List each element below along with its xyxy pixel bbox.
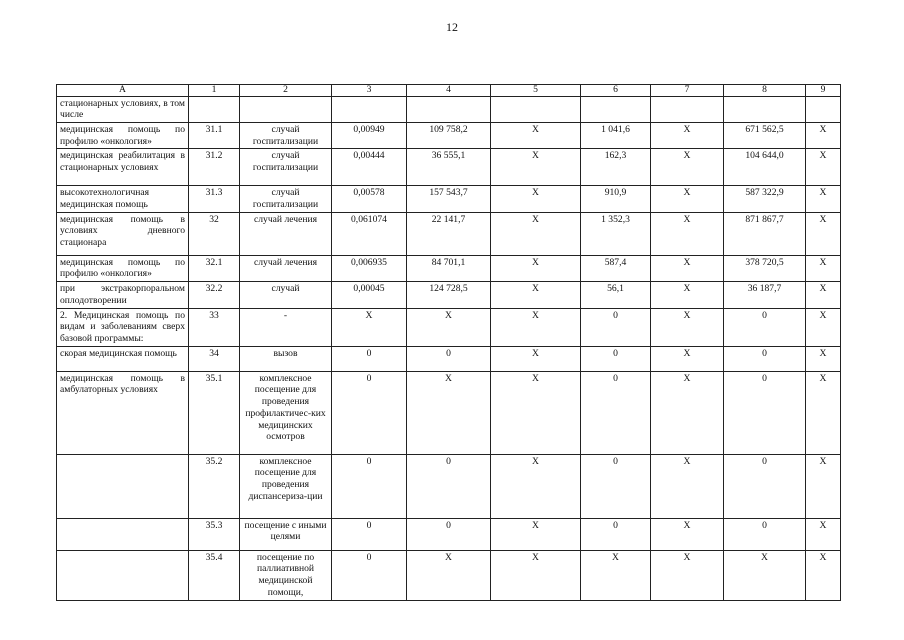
table-cell: X <box>491 122 581 148</box>
table-cell: X <box>651 371 724 454</box>
table-cell: 32.1 <box>189 255 240 281</box>
table-cell: X <box>806 454 841 518</box>
table-cell: X <box>491 186 581 212</box>
table-cell <box>189 96 240 122</box>
table-cell: 378 720,5 <box>724 255 806 281</box>
table-cell: 587,4 <box>581 255 651 281</box>
table-cell: 0 <box>332 346 407 371</box>
table-cell: X <box>407 371 491 454</box>
table-cell: X <box>806 149 841 186</box>
table-cell: 84 701,1 <box>407 255 491 281</box>
table-cell: 0,00949 <box>332 122 407 148</box>
table-cell: X <box>491 346 581 371</box>
table-cell: X <box>651 212 724 255</box>
column-header: A <box>57 85 189 97</box>
table-cell: 0 <box>581 371 651 454</box>
table-cell: 0,00578 <box>332 186 407 212</box>
table-cell: X <box>651 550 724 600</box>
table-cell: 157 543,7 <box>407 186 491 212</box>
table-cell: 0,006935 <box>332 255 407 281</box>
column-header: 4 <box>407 85 491 97</box>
table-cell: X <box>491 308 581 346</box>
table-cell: X <box>806 550 841 600</box>
column-header: 1 <box>189 85 240 97</box>
table-cell: - <box>240 308 332 346</box>
table-row <box>57 96 841 122</box>
table-cell: медицинская помощь в амбулаторных условиях <box>57 371 189 454</box>
table-row <box>57 255 841 281</box>
table-cell <box>240 96 332 122</box>
table-cell: 0 <box>332 550 407 600</box>
table-row <box>57 371 841 454</box>
table-cell: медицинская реабилитация в стационарных условиях <box>57 149 189 186</box>
table-cell <box>57 550 189 600</box>
table-cell <box>724 96 806 122</box>
table-cell: X <box>651 255 724 281</box>
table-header-row <box>57 85 841 97</box>
table-cell: X <box>651 149 724 186</box>
column-header: 8 <box>724 85 806 97</box>
table-cell: 0 <box>581 518 651 550</box>
table-cell: 124 728,5 <box>407 282 491 308</box>
table-cell: 31.2 <box>189 149 240 186</box>
table-cell: 109 758,2 <box>407 122 491 148</box>
table-cell <box>332 96 407 122</box>
table-cell: X <box>407 550 491 600</box>
table-cell: 0 <box>581 346 651 371</box>
table-cell: X <box>491 212 581 255</box>
table-cell: X <box>806 255 841 281</box>
table-cell: X <box>581 550 651 600</box>
table-cell: 36 187,7 <box>724 282 806 308</box>
table-cell: 0 <box>724 308 806 346</box>
table-row <box>57 454 841 518</box>
column-header: 9 <box>806 85 841 97</box>
table-row <box>57 308 841 346</box>
table-cell: X <box>332 308 407 346</box>
table-cell: 35.3 <box>189 518 240 550</box>
table-cell: X <box>806 186 841 212</box>
table-cell: 871 867,7 <box>724 212 806 255</box>
table-cell: 36 555,1 <box>407 149 491 186</box>
table-cell: 35.4 <box>189 550 240 600</box>
table-cell: 0 <box>332 371 407 454</box>
table-row <box>57 346 841 371</box>
table-cell: случай <box>240 282 332 308</box>
table-cell: посещение по паллиативной медицинской помощи, <box>240 550 332 600</box>
table-cell: 671 562,5 <box>724 122 806 148</box>
table-cell: вызов <box>240 346 332 371</box>
column-header: 6 <box>581 85 651 97</box>
table-cell: 0,00045 <box>332 282 407 308</box>
table-cell <box>806 96 841 122</box>
table-cell: медицинская помощь по профилю «онкология» <box>57 255 189 281</box>
table-cell <box>407 96 491 122</box>
table-cell: 0 <box>407 518 491 550</box>
table-cell: 31.1 <box>189 122 240 148</box>
table-cell: 0 <box>332 518 407 550</box>
table-cell: X <box>806 308 841 346</box>
table-cell: 1 352,3 <box>581 212 651 255</box>
table-cell <box>491 96 581 122</box>
table-cell: 22 141,7 <box>407 212 491 255</box>
table-cell: посещение с иными целями <box>240 518 332 550</box>
table-cell: 34 <box>189 346 240 371</box>
table-cell: X <box>651 308 724 346</box>
table-cell: X <box>806 122 841 148</box>
table-cell: 910,9 <box>581 186 651 212</box>
table-cell: X <box>806 212 841 255</box>
table-cell: 1 041,6 <box>581 122 651 148</box>
table-cell: 0 <box>724 454 806 518</box>
table-cell: случай госпитализации <box>240 149 332 186</box>
table-row <box>57 282 841 308</box>
table-cell: X <box>491 518 581 550</box>
table-cell: 32 <box>189 212 240 255</box>
table-cell: медицинская помощь в условиях дневного стационара <box>57 212 189 255</box>
table-cell: случай лечения <box>240 212 332 255</box>
table-cell: комплексное посещение для проведения профилактичес-ких медицинских осмотров <box>240 371 332 454</box>
table-cell: 0,061074 <box>332 212 407 255</box>
table-row <box>57 149 841 186</box>
column-header: 5 <box>491 85 581 97</box>
table-cell: 0 <box>407 346 491 371</box>
table-cell: 0 <box>581 454 651 518</box>
table-cell: X <box>806 518 841 550</box>
table-row <box>57 212 841 255</box>
table-cell: 0 <box>724 518 806 550</box>
table-cell <box>57 454 189 518</box>
table-row <box>57 550 841 600</box>
table-cell: X <box>491 454 581 518</box>
table-cell: X <box>651 454 724 518</box>
table-cell: 33 <box>189 308 240 346</box>
data-table <box>56 84 841 601</box>
table-cell: X <box>491 255 581 281</box>
table-cell: скорая медицинская помощь <box>57 346 189 371</box>
table-cell: 587 322,9 <box>724 186 806 212</box>
table-cell: при экстракорпоральном оплодотворении <box>57 282 189 308</box>
table-cell: медицинская помощь по профилю «онкология» <box>57 122 189 148</box>
table-cell <box>581 96 651 122</box>
table-cell: высокотехнологичная медицинская помощь <box>57 186 189 212</box>
table-cell: 0 <box>724 371 806 454</box>
column-header: 7 <box>651 85 724 97</box>
table-row <box>57 186 841 212</box>
table-cell: X <box>491 371 581 454</box>
table-cell: X <box>651 346 724 371</box>
table-cell: 0 <box>332 454 407 518</box>
table-cell: X <box>724 550 806 600</box>
table-cell: 35.1 <box>189 371 240 454</box>
table-cell: случай лечения <box>240 255 332 281</box>
table-cell: X <box>806 346 841 371</box>
table-cell: комплексное посещение для проведения диспансериза-ции <box>240 454 332 518</box>
table-cell: X <box>491 282 581 308</box>
table-cell: 32.2 <box>189 282 240 308</box>
table-cell: X <box>651 122 724 148</box>
table-cell: X <box>491 550 581 600</box>
table-cell: случай госпитализации <box>240 186 332 212</box>
table-cell: X <box>806 371 841 454</box>
table-cell: 0 <box>724 346 806 371</box>
table-cell: X <box>491 149 581 186</box>
table-cell <box>651 96 724 122</box>
table-cell <box>57 518 189 550</box>
table-cell: X <box>651 518 724 550</box>
table-cell: 0,00444 <box>332 149 407 186</box>
table-cell: 35.2 <box>189 454 240 518</box>
table-cell: X <box>407 308 491 346</box>
table-cell: 0 <box>581 308 651 346</box>
table-cell: X <box>651 186 724 212</box>
page-number: 12 <box>446 20 458 34</box>
table-cell: X <box>651 282 724 308</box>
column-header: 3 <box>332 85 407 97</box>
table-cell: 2. Медицинская помощь по видам и заболеваниям сверх базовой программы: <box>57 308 189 346</box>
table-cell: стационарных условиях, в том числе <box>57 96 189 122</box>
table-row <box>57 122 841 148</box>
column-header: 2 <box>240 85 332 97</box>
table-cell: 31.3 <box>189 186 240 212</box>
table-cell: 162,3 <box>581 149 651 186</box>
table-cell: X <box>806 282 841 308</box>
table-cell: случай госпитализации <box>240 122 332 148</box>
table-row <box>57 518 841 550</box>
table-cell: 104 644,0 <box>724 149 806 186</box>
table-cell: 56,1 <box>581 282 651 308</box>
table-cell: 0 <box>407 454 491 518</box>
